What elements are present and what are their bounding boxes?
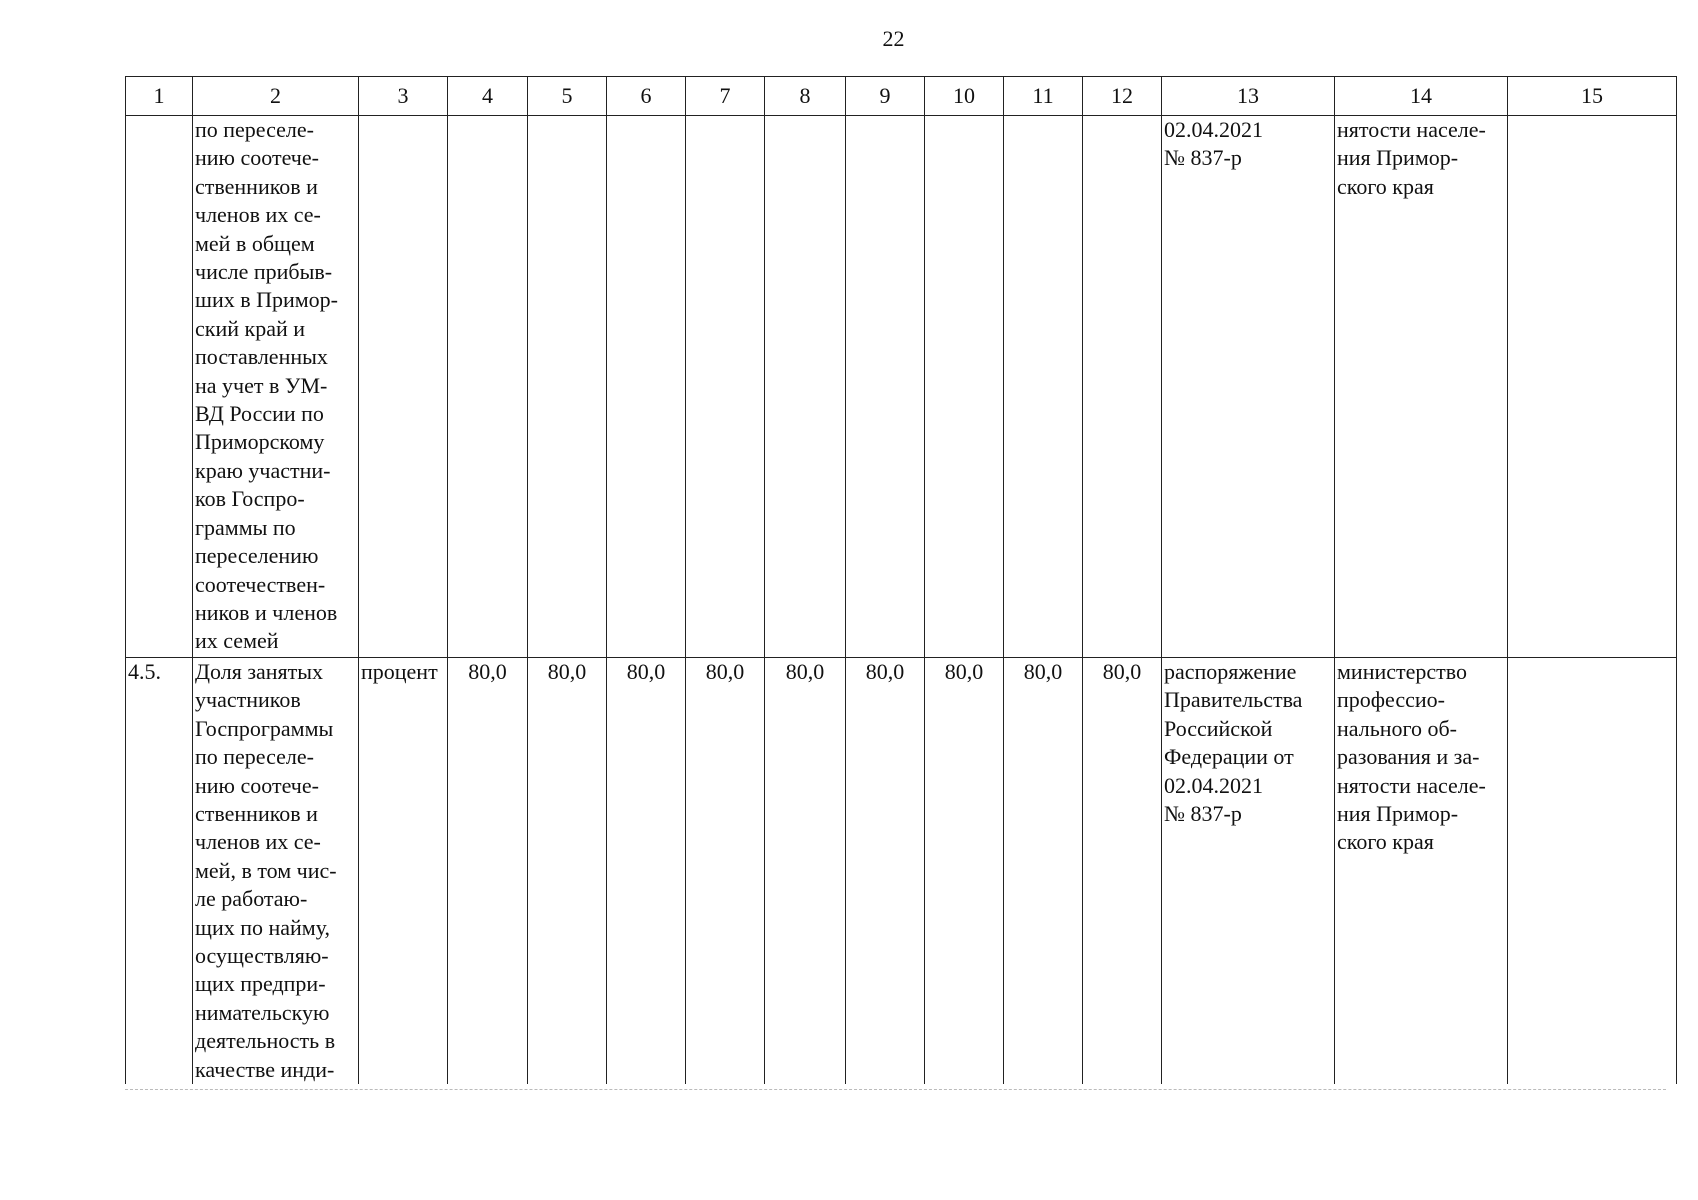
value-cell (1083, 116, 1162, 658)
table-row-continued (126, 116, 1677, 658)
value-cell: 80,0 (1004, 658, 1083, 1085)
value-cell: 80,0 (1083, 658, 1162, 1085)
value-cell (528, 116, 607, 658)
value-cell: 80,0 (607, 658, 686, 1085)
header-cell: 14 (1335, 77, 1508, 116)
note-cell (1508, 116, 1677, 658)
header-cell: 12 (1083, 77, 1162, 116)
row-number-cell (126, 116, 193, 658)
header-cell: 10 (925, 77, 1004, 116)
unit-cell (359, 116, 448, 658)
value-cell (925, 116, 1004, 658)
table-row-4-5 (126, 658, 1677, 1085)
header-cell: 5 (528, 77, 607, 116)
value-cell: 80,0 (686, 658, 765, 1085)
page-number: 22 (882, 26, 905, 51)
value-cell: 80,0 (528, 658, 607, 1085)
header-cell: 13 (1162, 77, 1335, 116)
value-cell (1004, 116, 1083, 658)
value-cell (686, 116, 765, 658)
header-cell: 11 (1004, 77, 1083, 116)
value-cell: 80,0 (448, 658, 528, 1085)
header-cell: 3 (359, 77, 448, 116)
responsible-cell: нятости населе- ния Примор- ского края (1335, 116, 1508, 658)
value-cell: 80,0 (925, 658, 1004, 1085)
value-cell (846, 116, 925, 658)
basis-cell: распоряжение Правительства Российской Федерации от 02.04.2021 № 837-р (1162, 658, 1335, 1085)
header-cell: 1 (126, 77, 193, 116)
header-row (126, 77, 1677, 116)
value-cell: 80,0 (846, 658, 925, 1085)
header-cell: 8 (765, 77, 846, 116)
header-cell: 2 (193, 77, 359, 116)
value-cell (765, 116, 846, 658)
basis-cell: 02.04.2021 № 837-р (1162, 116, 1335, 658)
header-cell: 9 (846, 77, 925, 116)
page-cut-line (125, 1089, 1666, 1090)
header-cell: 7 (686, 77, 765, 116)
value-cell (607, 116, 686, 658)
header-cell: 4 (448, 77, 528, 116)
value-cell: 80,0 (765, 658, 846, 1085)
indicator-name-cell: Доля занятых участников Госпрограммы по переселе- нию соотече- ственников и членов их се- мей, в том чис- ле работаю- щих по найму, осуществляю- щих предпри- нимательскую деятельность в качестве инди- (193, 658, 359, 1085)
header-cell: 6 (607, 77, 686, 116)
note-cell (1508, 658, 1677, 1085)
header-cell: 15 (1508, 77, 1677, 116)
unit-cell: процент (359, 658, 448, 1085)
row-number-cell: 4.5. (126, 658, 193, 1085)
responsible-cell: министерство профессио- нального об- разования и за- нятости населе- ния Примор- ского края (1335, 658, 1508, 1085)
indicator-name-cell: по переселе- нию соотече- ственников и членов их се- мей в общем числе прибыв- ших в Примор- ский край и поставленных на учет в УМ- ВД России по Приморскому краю участни- ков Госпро- граммы по переселению соотечествен- ников и членов их семей (193, 116, 359, 658)
value-cell (448, 116, 528, 658)
indicators-table (125, 76, 1677, 1084)
